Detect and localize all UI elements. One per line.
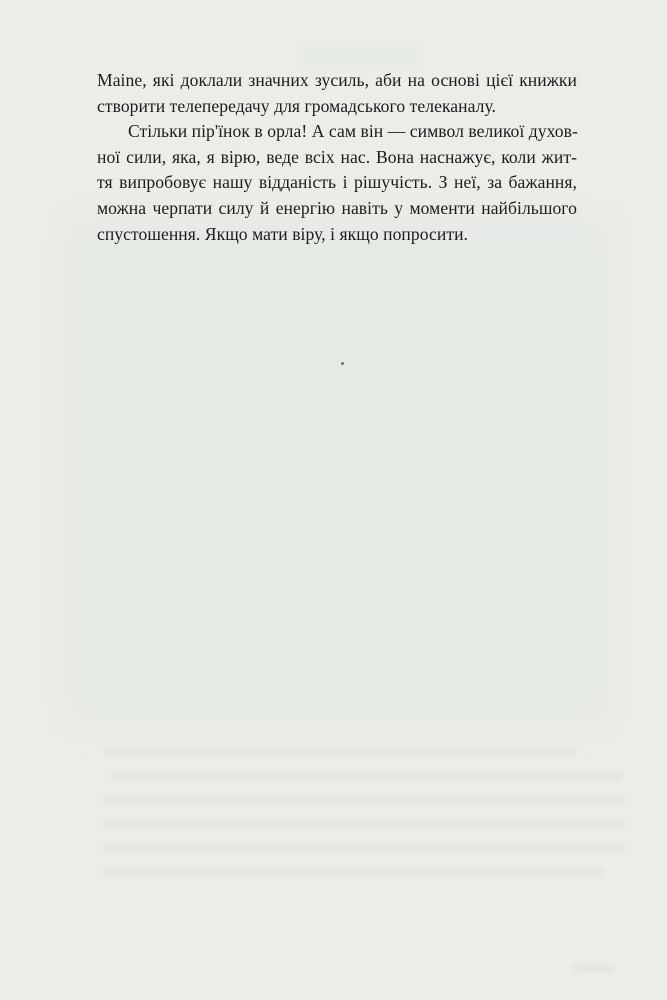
text-line: Стільки пір'їнок в орла! А сам він — символ великої духов-	[128, 121, 578, 142]
ink-speck	[341, 362, 344, 365]
text-line: створити телепередачу для громадського телеканалу.	[97, 95, 496, 116]
body-text	[97, 68, 577, 247]
text-line: ної сили, яка, я вірю, веде всіх нас. Вона наснажує, коли жит-	[97, 146, 577, 167]
show-through-line	[104, 820, 624, 829]
text-line: Maine, які доклали значних зусиль, аби на основі цієї книжки	[97, 70, 577, 90]
text-line: спустошення. Якщо мати віру, і якщо попросити.	[97, 223, 469, 244]
text-line: тя випробовує нашу відданість і рішучість. З неї, за бажання,	[97, 172, 577, 193]
show-through-line	[105, 748, 575, 757]
show-through-shadow	[58, 210, 618, 730]
show-through-line	[112, 772, 622, 781]
show-through-line	[104, 868, 604, 877]
text-line: можна черпати силу й енергію навіть у моменти найбільшого	[97, 197, 577, 218]
show-through-folio	[572, 965, 614, 973]
show-through-heading	[300, 44, 420, 68]
show-through-line	[104, 796, 624, 805]
show-through-line	[104, 844, 624, 853]
